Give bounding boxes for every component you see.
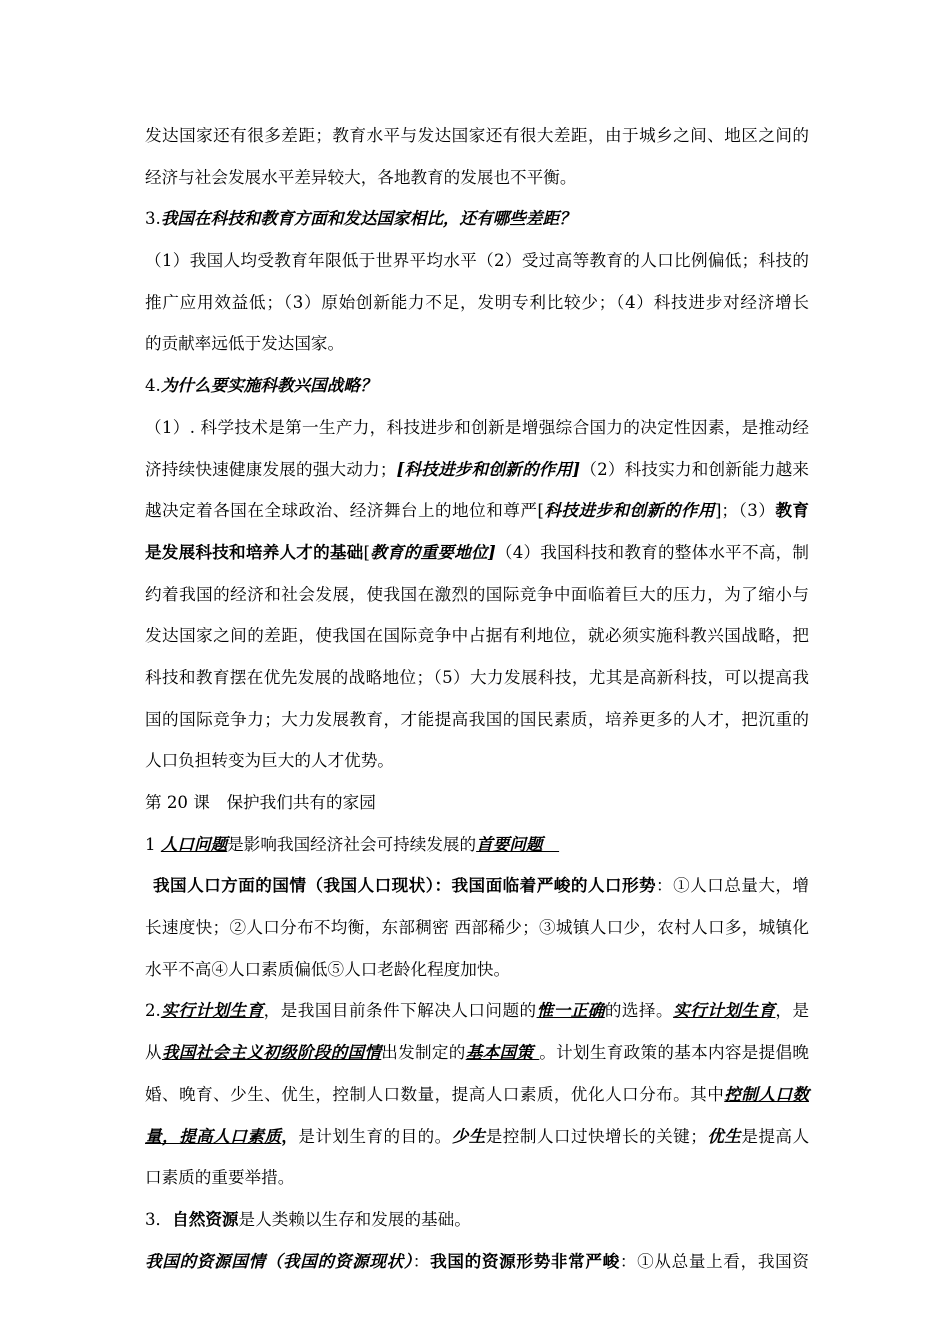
text-line bbox=[145, 990, 809, 1032]
text-run: ，是 bbox=[775, 1001, 810, 1021]
text-run: 约着我国的经济和社会发展，使我国在激烈的国际竞争中面临着巨大的压力，为了缩小与 bbox=[145, 584, 809, 604]
text-line bbox=[145, 657, 809, 699]
text-line bbox=[145, 532, 809, 574]
emphasized-text: 教育 bbox=[775, 500, 809, 521]
text-run: 是影响我国经济社会可持续发展的 bbox=[227, 834, 477, 854]
text-run: 第 20 课 保护我们共有的家园 bbox=[145, 793, 376, 812]
emphasized-text: 优生 bbox=[706, 1125, 742, 1146]
text-run: 4. bbox=[145, 376, 161, 396]
emphasized-text: 基本国策 bbox=[465, 1042, 540, 1063]
text-run: 推广应用效益低；（3）原始创新能力不足，发明专利比较少；（4）科技进步对经济增长 bbox=[145, 292, 809, 312]
text-line bbox=[145, 574, 809, 616]
text-run: 出发制定的 bbox=[381, 1043, 466, 1063]
text-line bbox=[145, 490, 809, 532]
text-run: 济持续快速健康发展的强大动力； bbox=[145, 459, 397, 479]
text-run: 越决定着各国在全球政治、经济舞台上的地位和尊严[ bbox=[145, 501, 544, 521]
emphasized-text: 是发展科技和培养人才的基础 bbox=[145, 541, 364, 562]
text-run: （2）科技实力和创新能力越来 bbox=[580, 459, 810, 479]
text-run: ，是我国目前条件下解决人口问题的 bbox=[263, 1001, 537, 1021]
emphasized-text: 我国社会主义初级阶段的国情 bbox=[161, 1042, 382, 1063]
text-line bbox=[145, 1074, 809, 1116]
text-run: 长速度快；②人口分布不均衡，东部稠密 西部稀少；③城镇人口少，农村人口多，城镇化 bbox=[145, 918, 809, 938]
text-line bbox=[145, 782, 809, 824]
text-run: （1）我国人均受教育年限低于世界平均水平（2）受过高等教育的人口比例偏低；科技的 bbox=[145, 251, 809, 271]
text-run: 3． bbox=[145, 1209, 173, 1229]
text-run: 水平不高④人口素质偏低⑤人口老龄化程度加快。 bbox=[145, 959, 511, 979]
text-line bbox=[145, 449, 809, 491]
text-line bbox=[145, 740, 809, 782]
text-line bbox=[145, 365, 809, 407]
emphasized-text: 我国的资源国情（我国的资源现状） bbox=[145, 1250, 413, 1271]
text-line bbox=[145, 1157, 809, 1199]
text-run: 国的国际竞争力；大力发展教育，才能提高我国的国民素质，培养更多的人才，把沉重的 bbox=[145, 709, 809, 729]
text-run: 人口负担转变为巨大的人才优势。 bbox=[145, 751, 394, 771]
text-run: 是提高人 bbox=[741, 1126, 810, 1146]
emphasized-text: 为什么要实施科教兴国战略？ bbox=[160, 375, 377, 396]
document-page bbox=[145, 115, 809, 1282]
text-run: 。计划生育政策的基本内容是提倡晚 bbox=[539, 1043, 810, 1063]
text-line bbox=[145, 323, 809, 365]
text-line bbox=[145, 1241, 809, 1283]
text-line bbox=[145, 240, 809, 282]
text-line bbox=[145, 407, 809, 449]
emphasized-text: 实行计划生育 bbox=[160, 1000, 264, 1021]
emphasized-text: 我国的资源形势非常严峻 bbox=[430, 1250, 620, 1271]
text-line bbox=[145, 865, 809, 907]
text-line bbox=[145, 1032, 809, 1074]
text-run: （1）. 科学技术是第一生产力，科技进步和创新是增强综合国力的决定性因素，是推动经 bbox=[145, 417, 809, 437]
emphasized-text: 自然资源 bbox=[172, 1208, 239, 1229]
text-run: 3. bbox=[145, 209, 161, 229]
emphasized-text: 教育的重要地位] bbox=[369, 541, 496, 562]
text-run: 的选择。 bbox=[604, 1001, 674, 1021]
text-run: ]；（3） bbox=[714, 501, 776, 521]
text-line bbox=[145, 1116, 809, 1158]
text-run: 婚、晚育、少生、优生，控制人口数量，提高人口素质，优化人口分布。其中 bbox=[145, 1084, 725, 1104]
text-run: 是计划生育的目的。 bbox=[298, 1126, 452, 1146]
text-run: 从 bbox=[145, 1043, 162, 1063]
text-run: 发达国家之间的差距，使我国在国际竞争中占据有利地位，就必须实施科教兴国战略，把 bbox=[145, 626, 809, 646]
emphasized-text: 人口问题 bbox=[160, 833, 228, 854]
emphasized-text: 我国在科技和教育方面和发达国家相比，还有哪些差距？ bbox=[160, 208, 576, 229]
emphasized-text: [科技进步和创新的作用] bbox=[396, 458, 581, 479]
text-run: 发达国家还有很多差距；教育水平与发达国家还有很大差距，由于城乡之间、地区之间的 bbox=[145, 126, 809, 145]
text-run: 是控制人口过快增长的关键； bbox=[485, 1126, 707, 1146]
text-run: ：①从总量上看，我国资 bbox=[619, 1251, 810, 1271]
text-line bbox=[145, 824, 809, 866]
text-run: 经济与社会发展水平差异较大，各地教育的发展也不平衡。 bbox=[145, 167, 577, 187]
text-line bbox=[145, 198, 809, 240]
text-run: ：①人口总量大，增 bbox=[656, 876, 809, 896]
emphasized-text: 少生 bbox=[451, 1125, 486, 1146]
emphasized-text: 我国人口方面的国情（我国人口现状）：我国面临着严峻的人口形势 bbox=[153, 875, 657, 896]
text-run: 口素质的重要举措。 bbox=[145, 1168, 295, 1188]
emphasized-text: 首要问题 bbox=[476, 833, 560, 854]
text-run: [ bbox=[363, 542, 370, 562]
text-line bbox=[145, 115, 809, 157]
text-line bbox=[145, 949, 809, 991]
emphasized-text: 科技进步和创新的作用 bbox=[543, 500, 715, 521]
emphasized-text: 惟一正确 bbox=[536, 1000, 605, 1021]
text-run: （4）我国科技和教育的整体水平不高，制 bbox=[495, 542, 809, 562]
emphasized-text: 量，提高人口素质 bbox=[145, 1125, 282, 1146]
emphasized-text: 实行计划生育 bbox=[673, 1000, 776, 1021]
text-run: ： bbox=[412, 1251, 431, 1271]
text-run: 2. bbox=[145, 1001, 161, 1021]
text-line bbox=[145, 1199, 809, 1241]
emphasized-text: ， bbox=[281, 1125, 299, 1146]
text-run: 的贡献率远低于发达国家。 bbox=[145, 334, 345, 354]
text-run: 1 bbox=[145, 834, 161, 854]
text-line bbox=[145, 157, 809, 199]
text-line bbox=[145, 699, 809, 741]
text-run: 是人类赖以生存和发展的基础。 bbox=[238, 1209, 471, 1229]
text-line bbox=[145, 907, 809, 949]
emphasized-text: 控制人口数 bbox=[724, 1083, 810, 1104]
text-line bbox=[145, 615, 809, 657]
text-run: 科技和教育摆在优先发展的战略地位；（5）大力发展科技，尤其是高新科技，可以提高我 bbox=[145, 667, 809, 687]
text-line bbox=[145, 282, 809, 324]
